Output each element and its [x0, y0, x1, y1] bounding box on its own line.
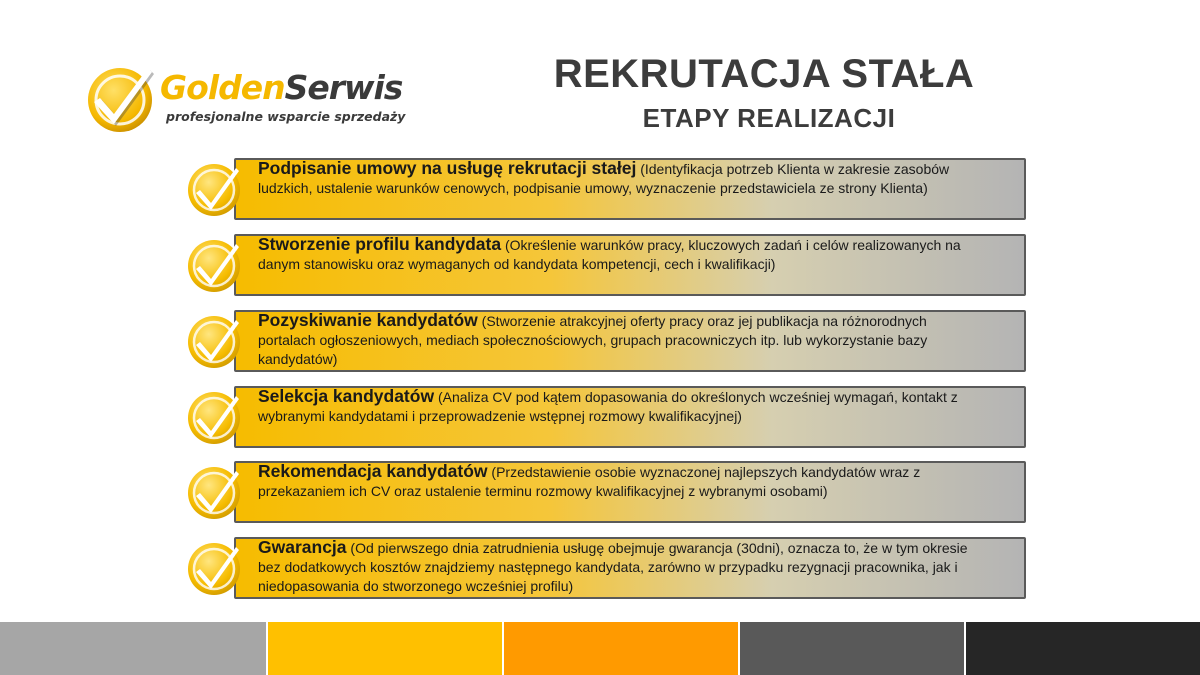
step-description: (Stworzenie atrakcyjnej oferty pracy oraz jej publikacja na różnorodnych portalach ogłoszeniowych, mediach społecznościowych, grupach pracowniczych itp. lub wykorzystanie bazy kandydatów)	[258, 313, 928, 367]
page-subtitle: ETAPY REALIZACJI	[642, 103, 896, 133]
logo-check-icon	[84, 60, 160, 136]
step-text	[258, 462, 986, 501]
logo-wordmark	[160, 68, 402, 107]
step-text	[258, 159, 986, 198]
step-title: Gwarancja	[258, 537, 347, 557]
step-item	[186, 461, 1026, 523]
logo-serwis-text: Serwis	[284, 68, 403, 107]
footer-stripe	[966, 622, 1200, 675]
step-item	[186, 234, 1026, 296]
logo-tagline: profesjonalne wsparcie sprzedaży	[166, 109, 406, 124]
step-title: Selekcja kandydatów	[258, 386, 435, 406]
checkmark-icon	[186, 539, 244, 597]
step-item	[186, 310, 1026, 372]
step-description: (Określenie warunków pracy, kluczowych zadań i celów realizowanych na danym stanowisku oraz wymaganych od kandydata kompetencji, cech i kwalifikacji)	[258, 237, 961, 272]
footer-stripe	[504, 622, 738, 675]
step-text	[258, 538, 986, 596]
footer-stripe	[268, 622, 502, 675]
step-title: Rekomendacja kandydatów	[258, 461, 488, 481]
footer-stripe	[0, 622, 266, 675]
page-title: REKRUTACJA STAŁA	[553, 52, 975, 96]
footer-stripes	[0, 622, 1200, 675]
step-title: Stworzenie profilu kandydata	[258, 234, 502, 254]
step-text	[258, 387, 986, 426]
step-item	[186, 158, 1026, 220]
step-description: (Analiza CV pod kątem dopasowania do określonych wcześniej wymagań, kontakt z wybranymi kandydatami i przeprowadzenie wstępnej rozmowy kwalifikacyjnej)	[258, 389, 958, 424]
logo-golden-text: Golden	[160, 68, 285, 107]
checkmark-icon	[186, 463, 244, 521]
step-title: Podpisanie umowy na usługę rekrutacji stałej	[258, 158, 637, 178]
step-description: (Przedstawienie osobie wyznaczonej najlepszych kandydatów wraz z przekazaniem ich CV oraz ustalenie terminu rozmowy kwalifikacyjnej z wybranymi osobami)	[258, 464, 921, 499]
step-item	[186, 386, 1026, 448]
company-logo	[84, 56, 414, 146]
step-title: Pozyskiwanie kandydatów	[258, 310, 478, 330]
checkmark-icon	[186, 312, 244, 370]
checkmark-icon	[186, 236, 244, 294]
step-text	[258, 311, 986, 369]
step-item	[186, 537, 1026, 599]
footer-stripe	[740, 622, 964, 675]
checkmark-icon	[186, 388, 244, 446]
step-description: (Identyfikacja potrzeb Klienta w zakresie zasobów ludzkich, ustalenie warunków cenowych, podpisanie umowy, wyznaczenie przedstawiciela ze strony Klienta)	[258, 161, 950, 196]
checkmark-icon	[186, 160, 244, 218]
step-text	[258, 235, 986, 274]
step-description: (Od pierwszego dnia zatrudnienia usługę obejmuje gwarancja (30dni), oznacza to, że w tym okresie bez dodatkowych kosztów znajdziemy następnego kandydata, zarówno w przypadku rezygnacji pracownika, jak i niedopasowania do stworzonego wcześniej profilu)	[258, 540, 968, 594]
